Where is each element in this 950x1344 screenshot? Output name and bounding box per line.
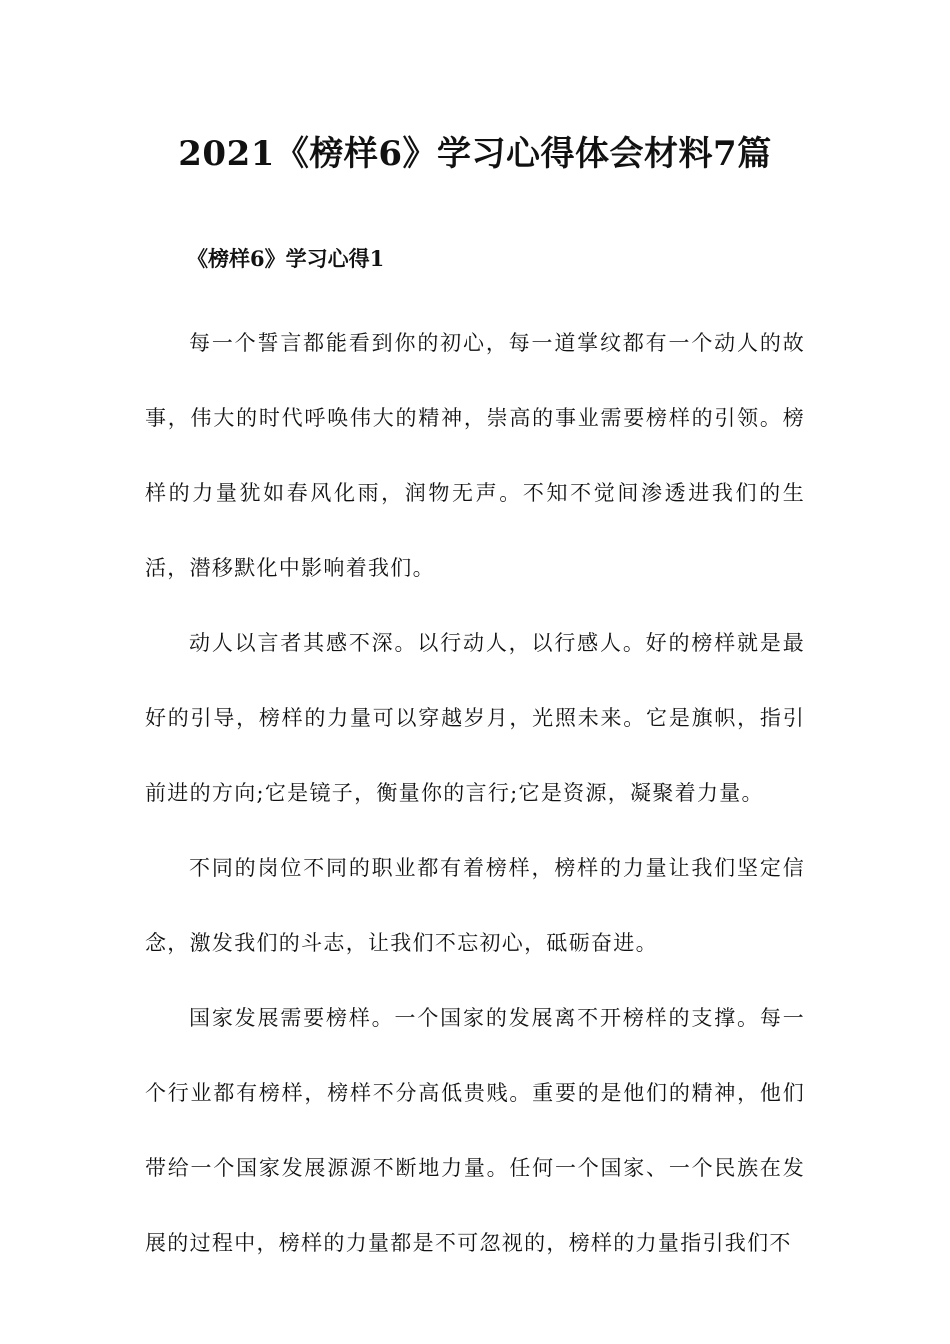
section-heading: 《榜样6》学习心得1 xyxy=(187,246,385,271)
document-body xyxy=(145,306,805,1281)
paragraph: 动人以言者其感不深。以行动人，以行感人。好的榜样就是最好的引导，榜样的力量可以穿越岁月，光照未来。它是旗帜，指引前进的方向;它是镜子，衡量你的言行;它是资源，凝聚着力量。 xyxy=(145,631,805,805)
paragraph: 国家发展需要榜样。一个国家的发展离不开榜样的支撑。每一个行业都有榜样，榜样不分高低贵贱。重要的是他们的精神，他们带给一个国家发展源源不断地力量。任何一个国家、一个民族在发展的过程中，榜样的力量都是不可忽视的，榜样的力量指引我们不 xyxy=(145,1006,805,1255)
document-title: 2021《榜样6》学习心得体会材料7篇 xyxy=(178,134,772,174)
paragraph: 每一个誓言都能看到你的初心，每一道掌纹都有一个动人的故事，伟大的时代呼唤伟大的精神，崇高的事业需要榜样的引领。榜样的力量犹如春风化雨，润物无声。不知不觉间渗透进我们的生活，潜移默化中影响着我们。 xyxy=(145,331,805,580)
paragraph: 不同的岗位不同的职业都有着榜样，榜样的力量让我们坚定信念，激发我们的斗志，让我们不忘初心，砥砺奋进。 xyxy=(145,856,805,955)
